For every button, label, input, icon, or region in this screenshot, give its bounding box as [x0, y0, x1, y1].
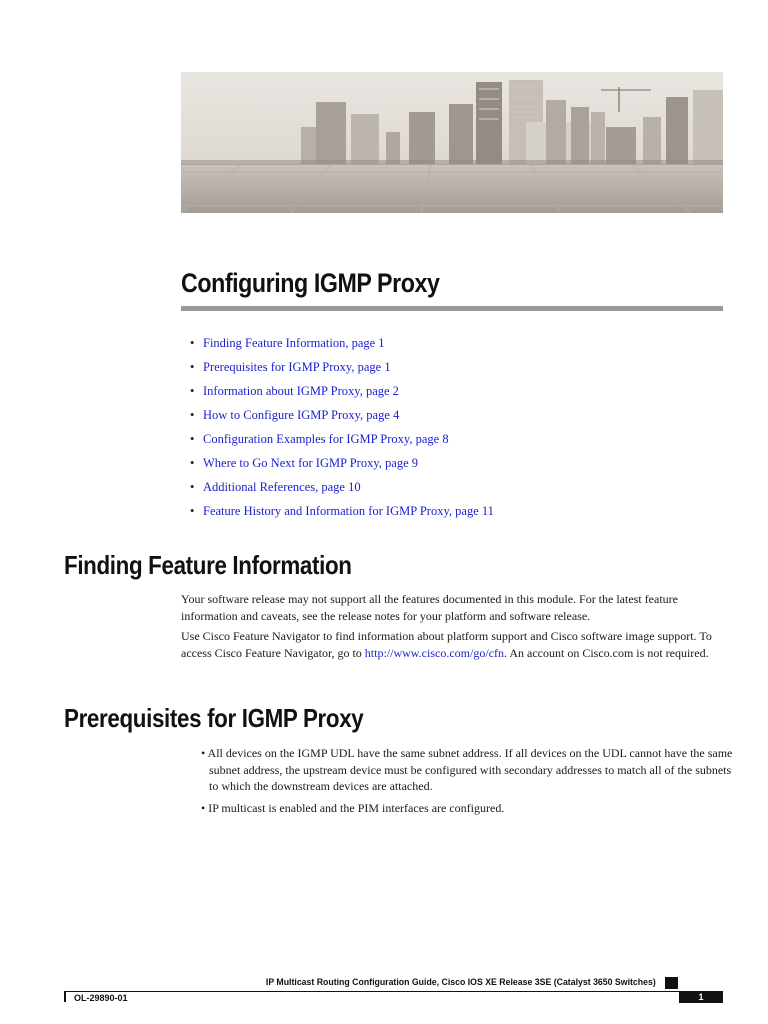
table-of-contents [190, 335, 494, 527]
bullet: • [190, 360, 195, 374]
toc-link-additional-references[interactable]: Additional References, page 10 [203, 480, 361, 494]
finding-paragraph-2-tail: . An account on Cisco.com is not required. [504, 645, 709, 660]
bullet: • [190, 408, 195, 422]
footer-guide-title: IP Multicast Routing Configuration Guide, Cisco IOS XE Release 3SE (Catalyst 3650 Switches) [266, 977, 656, 988]
toc-link-feature-history[interactable]: Feature History and Information for IGMP Proxy, page 11 [203, 504, 494, 518]
prerequisite-item: • IP multicast is enabled and the PIM interfaces are configured. [201, 801, 505, 815]
footer-marker [665, 977, 678, 989]
toc-item [190, 479, 494, 503]
toc-link-finding-feature-information[interactable]: Finding Feature Information, page 1 [203, 336, 385, 350]
toc-item [190, 335, 494, 359]
toc-link-how-to-configure[interactable]: How to Configure IGMP Proxy, page 4 [203, 408, 400, 422]
toc-item [190, 383, 494, 407]
toc-link-where-to-go-next[interactable]: Where to Go Next for IGMP Proxy, page 9 [203, 456, 418, 470]
document-id: OL-29890-01 [74, 993, 128, 1003]
bullet: • [190, 384, 195, 398]
toc-link-configuration-examples[interactable]: Configuration Examples for IGMP Proxy, page 8 [203, 432, 449, 446]
cisco-feature-navigator-link[interactable]: http://www.cisco.com/go/cfn [364, 645, 504, 660]
toc-item [190, 407, 494, 431]
bullet: • [190, 456, 195, 470]
finding-paragraph-1: Your software release may not support all the features documented in this module. For the latest feature information and caveats, see the release notes for your platform and software release. [181, 592, 678, 623]
toc-item [190, 431, 494, 455]
section-title-finding-feature-information: Finding Feature Information [64, 550, 352, 580]
toc-item [190, 503, 494, 527]
finding-paragraph-2 [181, 628, 726, 661]
title-rule [181, 306, 723, 311]
footer-rule [64, 991, 723, 992]
page-number: 1 [679, 991, 723, 1003]
hero-city-skyline-image [181, 72, 723, 213]
bullet: • [190, 336, 195, 350]
section-title-prerequisites: Prerequisites for IGMP Proxy [64, 703, 364, 733]
bullet: • [190, 480, 195, 494]
toc-link-information-about[interactable]: Information about IGMP Proxy, page 2 [203, 384, 399, 398]
chapter-title: Configuring IGMP Proxy [181, 268, 440, 298]
finding-paragraph-2-text: Use Cisco Feature Navigator to find information about platform support and Cisco software image support. To access Cisco Feature Navigator, go to [181, 629, 712, 660]
toc-link-prerequisites[interactable]: Prerequisites for IGMP Proxy, page 1 [203, 360, 391, 374]
toc-item [190, 455, 494, 479]
bullet: • [190, 504, 195, 518]
bullet: • [190, 432, 195, 446]
footer-tick [64, 991, 66, 1002]
prerequisite-item: • All devices on the IGMP UDL have the same subnet address. If all devices on the UDL cannot have the same subnet address, the upstream device must be configured with secondary addresses to match all of the subnets to which the downstream devices are attached. [201, 746, 733, 793]
toc-item [190, 359, 494, 383]
